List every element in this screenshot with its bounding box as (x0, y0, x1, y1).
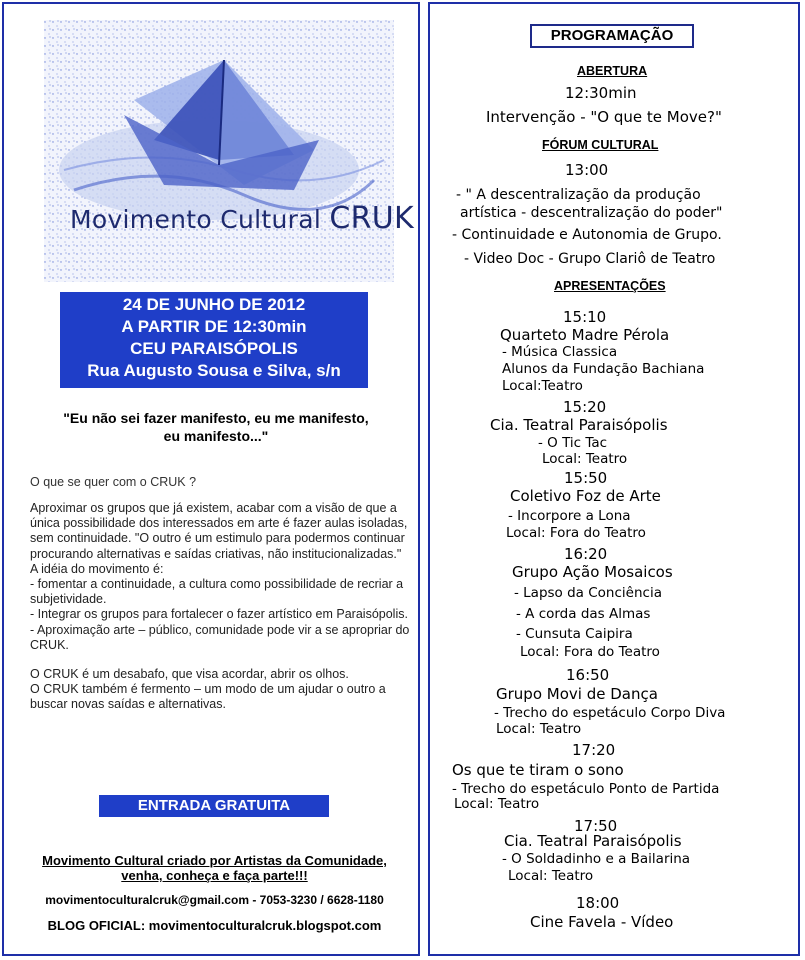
group-quarteto: Quarteto Madre Pérola (500, 326, 670, 344)
time-1800: 18:00 (576, 894, 620, 912)
forum-item-3: - Video Doc - Grupo Clariô de Teatro (464, 251, 716, 267)
item-cunsuta: - Cunsuta Caipira (516, 626, 633, 642)
time-1620: 16:20 (564, 545, 608, 563)
event-time: A PARTIR DE 12:30min (121, 317, 307, 336)
program-title: PROGRAMAÇÃO (530, 24, 694, 48)
time-1720: 17:20 (572, 741, 616, 759)
contact-info: movimentoculturalcruk@gmail.com - 7053-3230 / 6628-1180 (45, 893, 384, 907)
footer-tagline: Movimento Cultural criado por Artistas da Comunidade, venha, conheça e faça parte!!! (42, 853, 387, 883)
section-forum: FÓRUM CULTURAL (542, 138, 659, 152)
event-venue: CEU PARAISÓPOLIS (130, 339, 298, 358)
group-cia-teatral: Cia. Teatral Paraisópolis (490, 416, 668, 434)
time-1230: 12:30min (565, 84, 637, 102)
section-apresentacoes: APRESENTAÇÕES (554, 279, 666, 293)
item-tic-tac: - O Tic Tac (538, 435, 608, 451)
event-address: Rua Augusto Sousa e Silva, s/n (87, 361, 341, 380)
blog-link[interactable]: BLOG OFICIAL: movimentoculturalcruk.blogspot.com (47, 918, 382, 933)
group-coletivo-foz: Coletivo Foz de Arte (510, 487, 661, 505)
paper-boat-illustration (44, 20, 414, 282)
item-lapso: - Lapso da Conciência (514, 585, 662, 601)
group-os-que-te-tiram: Os que te tiram o sono (452, 761, 624, 779)
left-panel (2, 2, 420, 956)
section-abertura: ABERTURA (577, 64, 648, 78)
right-panel (428, 2, 800, 956)
time-1520: 15:20 (563, 398, 607, 416)
local-teatro-2: Local: Teatro (542, 451, 628, 467)
item-alunos: Alunos da Fundação Bachiana (502, 361, 705, 377)
abertura-item: Intervenção - "O que te Move?" (486, 108, 722, 126)
forum-item-1b: artística - descentralização do poder" (460, 205, 723, 221)
logo-text: Movimento Cultural CRUK (70, 201, 414, 236)
local-teatro-1: Local:Teatro (502, 378, 583, 394)
time-1550: 15:50 (564, 469, 608, 487)
local-fora-1: Local: Fora do Teatro (506, 525, 646, 541)
question-heading: O que se quer com o CRUK ? (30, 475, 197, 489)
group-acao-mosaicos: Grupo Ação Mosaicos (512, 563, 673, 581)
local-teatro-3: Local: Teatro (496, 721, 582, 737)
event-date: 24 DE JUNHO DE 2012 (122, 295, 306, 314)
local-teatro-5: Local: Teatro (508, 868, 594, 884)
free-entry-banner: ENTRADA GRATUITA (99, 795, 329, 817)
item-corda: - A corda das Almas (516, 606, 651, 622)
local-fora-2: Local: Fora do Teatro (520, 644, 660, 660)
logo-image (44, 20, 414, 282)
item-musica-classica: - Música Classica (502, 344, 618, 360)
group-movi-danca: Grupo Movi de Dança (496, 685, 658, 703)
group-cia-teatral-2: Cia. Teatral Paraisópolis (504, 832, 682, 850)
forum-item-1: - " A descentralização da produção (456, 187, 701, 203)
item-soldadinho: - O Soldadinho e a Bailarina (502, 851, 691, 867)
quote: "Eu não sei fazer manifesto, eu me manifesto, eu manifesto..." (63, 410, 369, 444)
time-1510: 15:10 (563, 308, 607, 326)
description-text: Aproximar os grupos que já existem, acabar com a visão de que a única possibilidade dos interessados em arte é fazer aulas isoladas, sem continuidade. "O outro é um estimulo para podermos continuar procurando alternativas e saídas criativas, não institucionalizadas." A idéia do movimento é: - fomentar a continuidade, a cultura como possibilidade de recriar a subjetividade. - Integrar os grupos para fortalecer o fazer artístico em Paraisópolis. - Aproximação arte – público, comunidade pode vir a se apropriar do CRUK. O CRUK é um desabafo, que visa acordar, abrir os olhos. O CRUK também é fermento – um modo de um ajudar o outro a buscar novas saídas e alternativas. (30, 501, 410, 712)
item-ponto-partida: - Trecho do espetáculo Ponto de Partida (452, 781, 720, 797)
time-1650: 16:50 (566, 666, 610, 684)
event-info-box (60, 292, 368, 388)
time-1750: 17:50 (574, 817, 618, 835)
item-corpo-diva: - Trecho do espetáculo Corpo Diva (494, 705, 726, 721)
group-cine-favela: Cine Favela - Vídeo (530, 913, 674, 931)
forum-item-2: - Continuidade e Autonomia de Grupo. (452, 227, 722, 243)
time-1300: 13:00 (565, 161, 609, 179)
item-incorpore: - Incorpore a Lona (508, 508, 631, 524)
local-teatro-4: Local: Teatro (454, 796, 540, 812)
